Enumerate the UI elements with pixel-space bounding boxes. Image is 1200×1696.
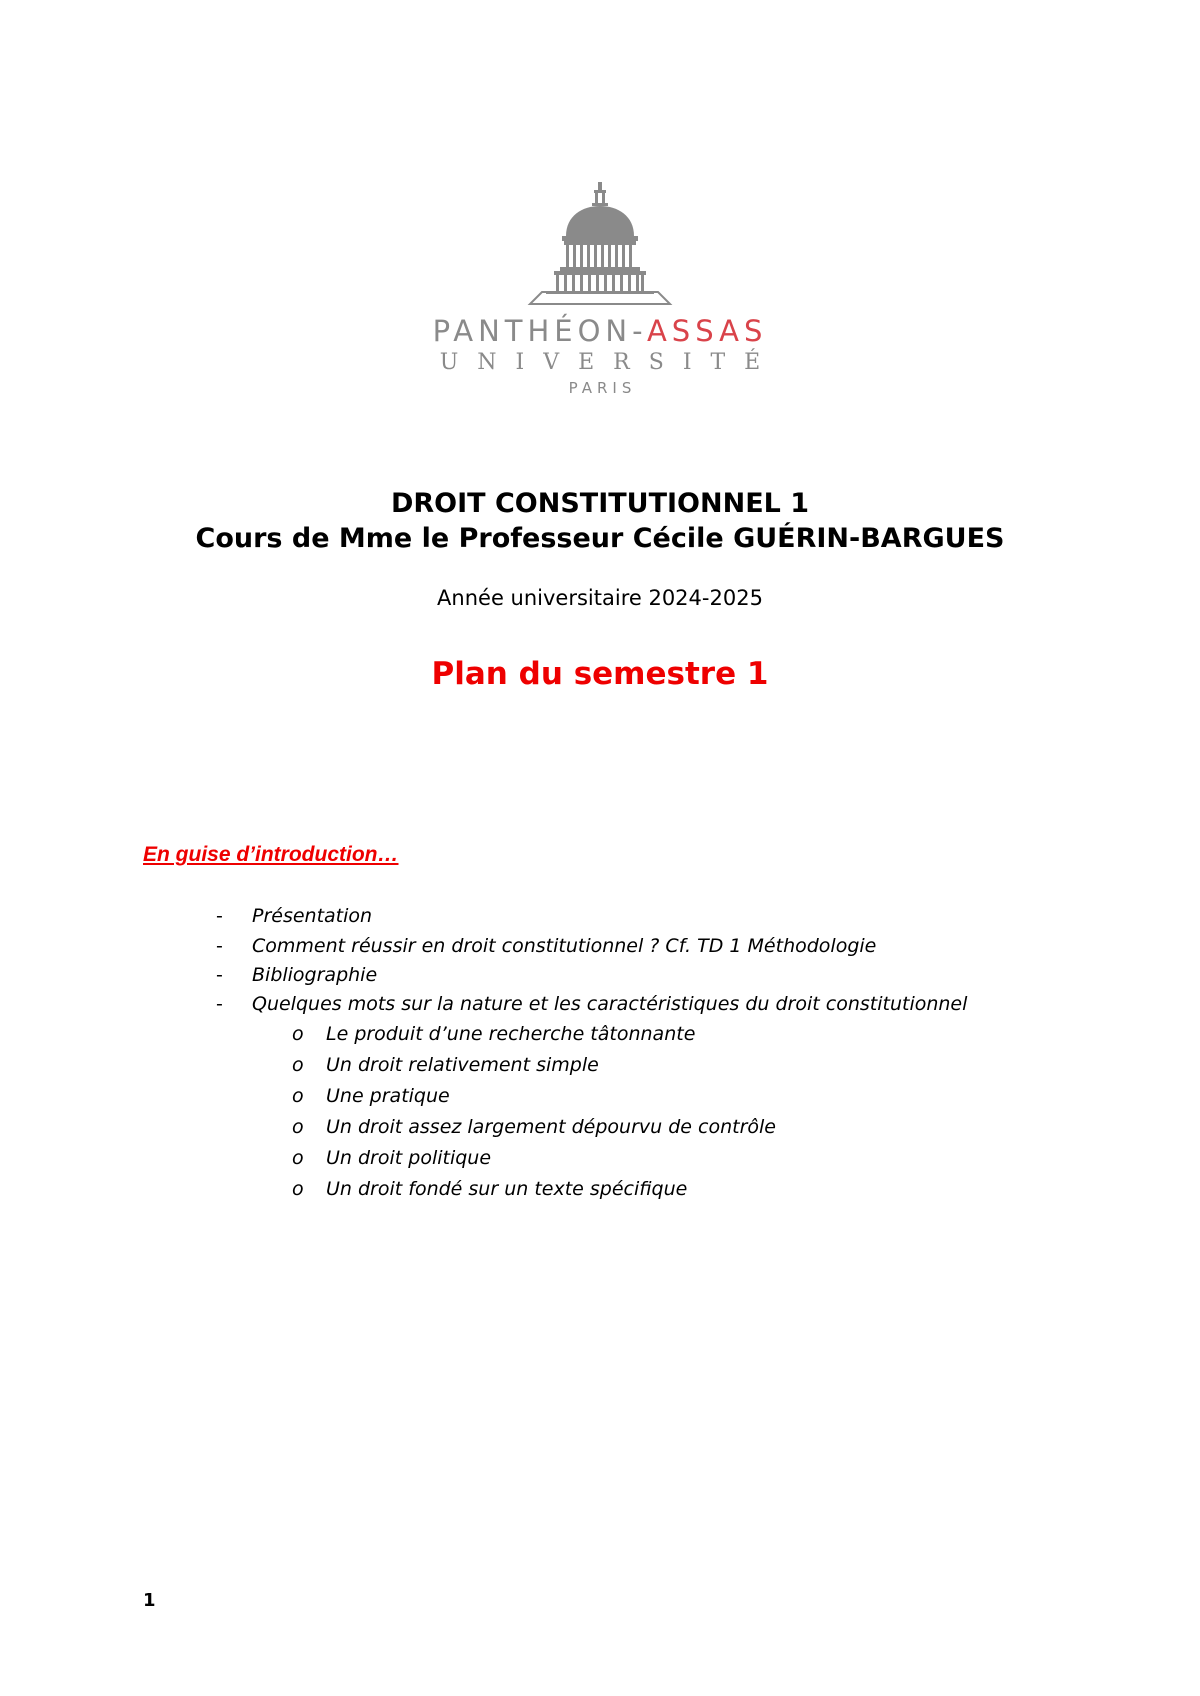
- list-dash: -: [216, 964, 223, 986]
- sub-list-bullet: o: [292, 1147, 304, 1169]
- sub-list-bullet: o: [292, 1085, 304, 1107]
- page-number: 1: [143, 1590, 156, 1611]
- plan-heading: Plan du semestre 1: [431, 656, 769, 692]
- sub-list-item-text: Un droit assez largement dépourvu de contrôle: [326, 1116, 776, 1138]
- sub-list-item-text: Une pratique: [326, 1085, 450, 1107]
- sub-list-item-text: Le produit d’une recherche tâtonnante: [326, 1023, 696, 1045]
- list-item-text: Présentation: [252, 905, 373, 927]
- sub-list-bullet: o: [292, 1178, 304, 1200]
- list-item-text: Comment réussir en droit constitutionnel ? Cf. TD 1 Méthodologie: [252, 935, 877, 957]
- academic-year: Année universitaire 2024-2025: [437, 586, 763, 610]
- list-item-text: Quelques mots sur la nature et les caractéristiques du droit constitutionnel: [252, 993, 968, 1015]
- logo-wordmark: [0, 314, 1200, 348]
- list-dash: -: [216, 905, 223, 927]
- sub-list-item-text: Un droit fondé sur un texte spécifique: [326, 1178, 688, 1200]
- course-title: DROIT CONSTITUTIONNEL 1: [390, 488, 810, 519]
- list-dash: -: [216, 993, 223, 1015]
- section-heading: En guise d’introduction…: [143, 843, 399, 866]
- sub-list-bullet: o: [292, 1116, 304, 1138]
- pantheon-dome-icon: [520, 180, 680, 308]
- university-logo: [0, 180, 1200, 397]
- logo-universite: UNIVERSITÉ: [439, 350, 780, 375]
- sub-list-item-text: Un droit relativement simple: [326, 1054, 599, 1076]
- course-professor: Cours de Mme le Professeur Cécile GUÉRIN-BARGUES: [195, 523, 1005, 554]
- sub-list-item-text: Un droit politique: [326, 1147, 492, 1169]
- sub-list-bullet: o: [292, 1023, 304, 1045]
- list-dash: -: [216, 935, 223, 957]
- logo-wordmark-accent: ASSAS: [646, 314, 768, 348]
- list-item-text: Bibliographie: [252, 964, 378, 986]
- sub-list-bullet: o: [292, 1054, 304, 1076]
- logo-paris: PARIS: [568, 379, 637, 397]
- logo-wordmark-main: PANTHÉON-: [432, 314, 647, 348]
